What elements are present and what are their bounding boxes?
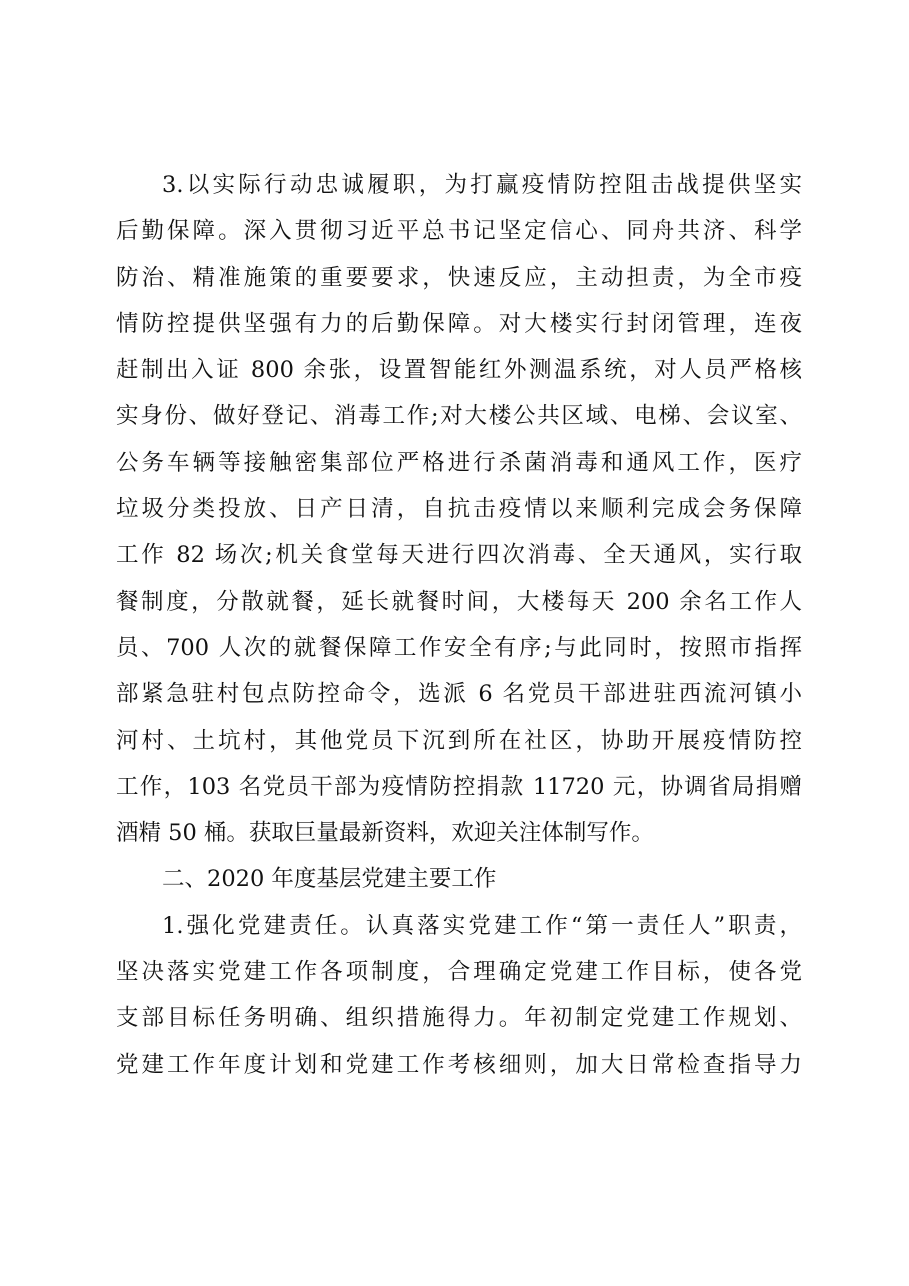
text-line-content: 实身份、做好登记、消毒工作;对大楼公共区域、电梯、会议室、 [116,403,802,430]
text-line [116,671,802,717]
text-line-content: 赶制出入证 800 余张，设置智能红外测温系统，对人员严格核 [116,357,802,384]
text-line-content: 1.强化党建责任。认真落实党建工作“第一责任人”职责， [162,912,802,939]
text-line-content: 工作 82 场次;机关食堂每天进行四次消毒、全天通风，实行取 [116,542,802,569]
text-line [116,301,802,347]
text-line [116,440,802,486]
text-line [116,949,802,995]
document-body [116,162,802,1088]
text-line-content: 垃圾分类投放、日产日清，自抗击疫情以来顺利完成会务保障 [116,496,802,523]
text-line [116,718,802,764]
text-line [116,1042,802,1088]
text-line-content: 公务车辆等接触密集部位严格进行杀菌消毒和通风工作，医疗 [116,449,802,476]
text-line-content: 工作，103 名党员干部为疫情防控捐款 11720 元，协调省局捐赠 [116,773,802,800]
text-line [116,162,802,208]
text-line-content: 员、700 人次的就餐保障工作安全有序;与此同时，按照市指挥 [116,634,802,661]
text-line-content: 后勤保障。深入贯彻习近平总书记坚定信心、同舟共济、科学 [116,218,802,245]
text-line [116,810,802,856]
text-line [116,208,802,254]
text-line-content: 党建工作年度计划和党建工作考核细则，加大日常检查指导力 [116,1051,802,1078]
text-line [116,625,802,671]
text-line-content: 3.以实际行动忠诚履职，为打赢疫情防控阻击战提供坚实 [162,172,802,198]
text-line [116,347,802,393]
text-line-content: 二、2020 年度基层党建主要工作 [162,866,497,893]
text-line [116,255,802,301]
text-line-content: 酒精 50 桶。获取巨量最新资料，欢迎关注体制写作。 [116,820,654,847]
text-line [116,995,802,1041]
text-line [116,532,802,578]
text-line [116,764,802,810]
text-line [116,579,802,625]
text-line [116,856,802,902]
text-line-content: 支部目标任务明确、组织措施得力。年初制定党建工作规划、 [116,1005,802,1032]
text-line-content: 部紧急驻村包点防控命令，选派 6 名党员干部进驻西流河镇小 [116,681,802,708]
text-line-content: 防治、精准施策的重要要求，快速反应，主动担责，为全市疫 [116,264,802,291]
text-line [116,903,802,949]
text-line-content: 河村、土坑村，其他党员下沉到所在社区，协助开展疫情防控 [116,727,802,754]
text-line-content: 餐制度，分散就餐，延长就餐时间，大楼每天 200 余名工作人 [116,588,802,615]
text-line [116,393,802,439]
text-line [116,486,802,532]
text-line-content: 坚决落实党建工作各项制度，合理确定党建工作目标，使各党 [116,959,802,986]
text-line-content: 情防控提供坚强有力的后勤保障。对大楼实行封闭管理，连夜 [116,310,802,337]
